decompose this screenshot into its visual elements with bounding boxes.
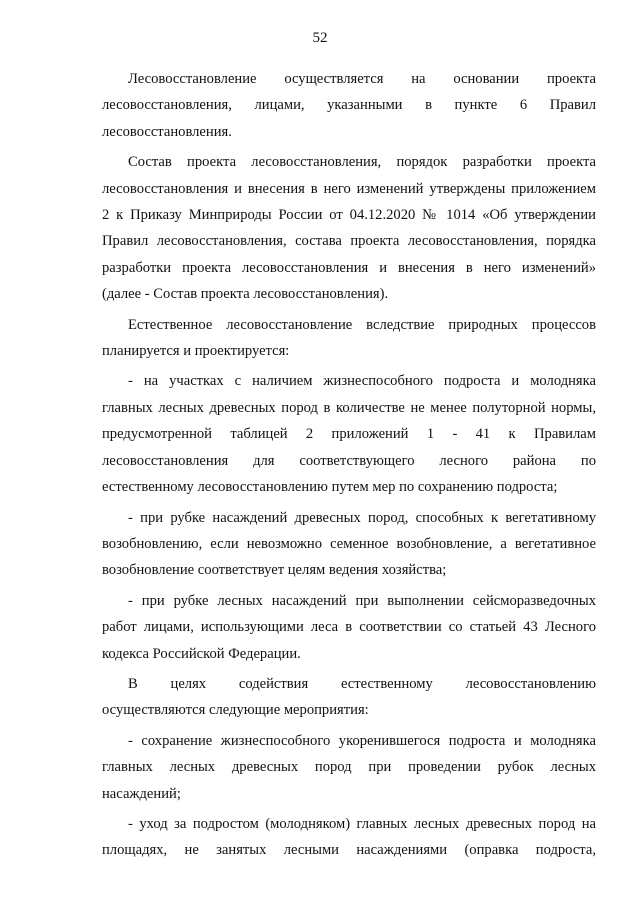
text-line: площадях, не занятых лесными насаждениями (оправка подроста, <box>102 842 596 859</box>
text-line: главных лесных древесных пород при проведении рубок лесных <box>102 759 596 776</box>
text-line: 2 к Приказу Минприроды России от 04.12.2020 № 1014 «Об утверждении <box>102 207 596 224</box>
text-line: лесовосстановления для соответствующего лесного района по <box>102 452 596 469</box>
text-line: разработки проекта лесовосстановления и внесения в него изменений» <box>102 259 596 276</box>
text-line: работ лицами, использующими леса в соответствии со статьей 43 Лесного <box>102 619 596 636</box>
text-line: - на участках с наличием жизнеспособного подроста и молодняка <box>128 373 596 390</box>
text-line: осуществляются следующие мероприятия: <box>102 702 369 719</box>
paragraph-5 <box>102 505 596 584</box>
paragraph-7 <box>102 671 596 724</box>
text-line: предусмотренной таблицей 2 приложений 1 - 41 к Правилам <box>102 426 596 443</box>
text-line: насаждений; <box>102 785 181 802</box>
text-line: возобновление соответствует целям ведения хозяйства; <box>102 562 447 579</box>
text-line: кодекса Российской Федерации. <box>102 645 301 662</box>
text-line: естественному лесовосстановлению путем мер по сохранению подроста; <box>102 479 558 496</box>
text-line: - при рубке насаждений древесных пород, способных к вегетативному <box>128 509 596 526</box>
text-line: - сохранение жизнеспособного укоренившегося подроста и молодняка <box>128 732 596 749</box>
text-line: Естественное лесовосстановление вследствие природных процессов <box>128 316 596 333</box>
paragraph-3 <box>102 312 596 365</box>
text-line: - при рубке лесных насаждений при выполнении сейсморазведочных <box>128 592 596 609</box>
paragraph-8 <box>102 728 596 807</box>
text-line: - уход за подростом (молодняком) главных лесных древесных пород на <box>128 815 596 832</box>
paragraph-9 <box>102 811 596 864</box>
page-number: 52 <box>312 30 328 46</box>
document-body <box>102 66 596 864</box>
paragraph-6 <box>102 588 596 667</box>
paragraph-1 <box>102 66 596 145</box>
paragraph-4 <box>102 368 596 500</box>
text-line: планируется и проектируется: <box>102 343 290 360</box>
paragraph-2 <box>102 149 596 307</box>
text-line: В целях содействия естественному лесовосстановлению <box>128 675 596 692</box>
text-line: Состав проекта лесовосстановления, порядок разработки проекта <box>128 154 596 171</box>
text-line: лесовосстановления. <box>102 123 232 140</box>
text-line: лесовосстановления, лицами, указанными в пункте 6 Правил <box>102 97 596 114</box>
text-line: Лесовосстановление осуществляется на основании проекта <box>128 71 596 87</box>
text-line: Правил лесовосстановления, состава проекта лесовосстановления, порядка <box>102 233 596 250</box>
text-line: главных лесных древесных пород в количестве не менее полуторной нормы, <box>102 399 596 416</box>
text-line: (далее - Состав проекта лесовосстановления). <box>102 286 389 303</box>
text-line: лесовосстановления и внесения в него изменений утверждены приложением <box>102 180 596 197</box>
text-line: возобновлению, если невозможно семенное возобновление, а вегетативное <box>102 535 596 552</box>
